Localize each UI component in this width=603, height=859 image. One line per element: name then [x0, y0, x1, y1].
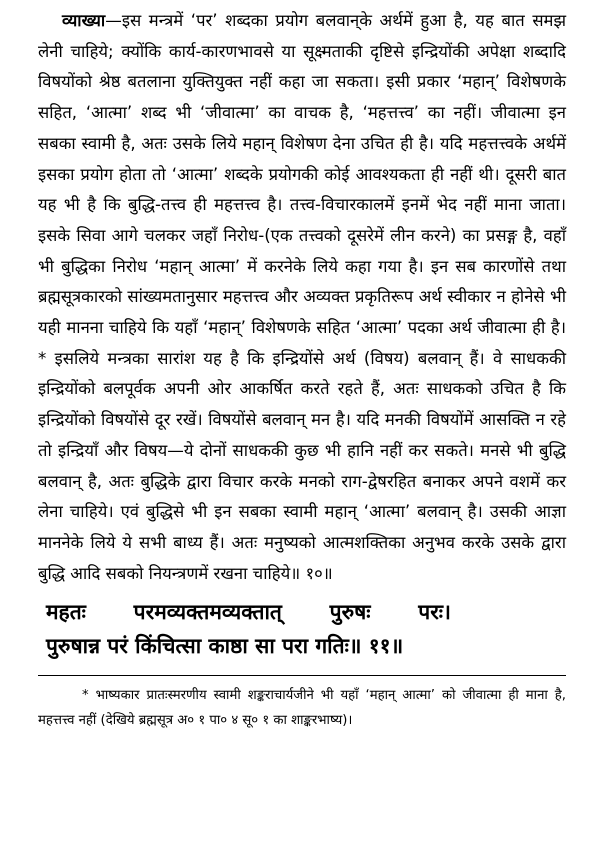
footnote-divider [38, 675, 566, 676]
footnote: * भाष्यकार प्रातःस्मरणीय स्वामी शङ्कराचार्यजीने भी यहाँ ‘महान् आत्मा’ को जीवात्मा ही माना है, महत्तत्त्व नहीं (देखिये ब्रह्मसूत्र अ० १ पा० ४ सू० १ का शाङ्करभाष्य)। [38, 688, 566, 728]
verse-block [46, 595, 566, 663]
commentary-term: व्याख्या [62, 11, 106, 30]
book-page [38, 6, 566, 854]
verse-line-1: महतः परमव्यक्तमव्यक्तात् पुरुषः परः। [46, 600, 451, 625]
commentary-paragraph [38, 6, 566, 589]
verse-line-2: पुरुषान्न परं किंचित्सा काष्ठा सा परा गतिः॥ ११॥ [46, 634, 404, 659]
commentary-text: —इस मन्त्रमें ‘पर’ शब्दका प्रयोग बलवान्‌के अर्थमें हुआ है, यह बात समझ लेनी चाहिये; क्योंकि कार्य-कारणभावसे या सूक्ष्मताकी दृष्टिसे इन्द्रियोंकी अपेक्षा शब्दादि विषयोंको श्रेष्ठ बतलाना युक्तियुक्त नहीं कहा जा सकता। इसी प्रकार ‘महान्’ विशेषणके सहित, ‘आत्मा’ शब्द भी ‘जीवात्मा’ का वाचक है, ‘महत्तत्त्व’ का नहीं। जीवात्मा इन सबका स्वामी है, अतः उसके लिये महान् विशेषण देना उचित ही है। यदि महत्तत्त्वके अर्थमें इसका प्रयोग होता तो ‘आत्मा’ शब्दके प्रयोगकी कोई आवश्यकता ही नहीं थी। दूसरी बात यह भी है कि बुद्धि-तत्त्व ही महत्तत्त्व है। तत्त्व-विचारकालमें इनमें भेद नहीं माना जाता। इसके सिवा आगे चलकर जहाँ निरोध-(एक तत्त्वको दूसरेमें लीन करने) का प्रसङ्ग है, वहाँ भी बुद्धिका निरोध ‘महान् आत्मा’ में करनेके लिये कहा गया है। इन सब कारणोंसे तथा ब्रह्मसूत्रकारको सांख्यमतानुसार महत्तत्त्व और अव्यक्त प्रकृतिरूप अर्थ स्वीकार न होनेसे भी यही मानना चाहिये कि यहाँ ‘महान्’ विशेषणके सहित ‘आत्मा’ पदका अर्थ जीवात्मा ही है।* इसलिये मन्त्रका सारांश यह है कि इन्द्रियोंसे अर्थ (विषय) बलवान् हैं। वे साधककी इन्द्रियोंको बलपूर्वक अपनी ओर आकर्षित करते रहते हैं, अतः साधकको उचित है कि इन्द्रियोंको विषयोंसे दूर रखें। विषयोंसे बलवान् मन है। यदि मनकी विषयोंमें आसक्ति न रहे तो इन्द्रियाँ और विषय—ये दोनों साधककी कुछ भी हानि नहीं कर सकते। मनसे भी बुद्धि बलवान् है, अतः बुद्धिके द्वारा विचार करके मनको राग-द्वेषरहित बनाकर अपने वशमें कर लेना चाहिये। एवं बुद्धिसे भी इन सबका स्वामी महान् ‘आत्मा’ बलवान् है। उसकी आज्ञा माननेके लिये ये सभी बाध्य हैं। अतः मनुष्यको आत्मशक्तिका अनुभव करके उसके द्वारा बुद्धि आदि सबको नियन्त्रणमें रखना चाहिये॥ १०॥ [38, 11, 566, 583]
